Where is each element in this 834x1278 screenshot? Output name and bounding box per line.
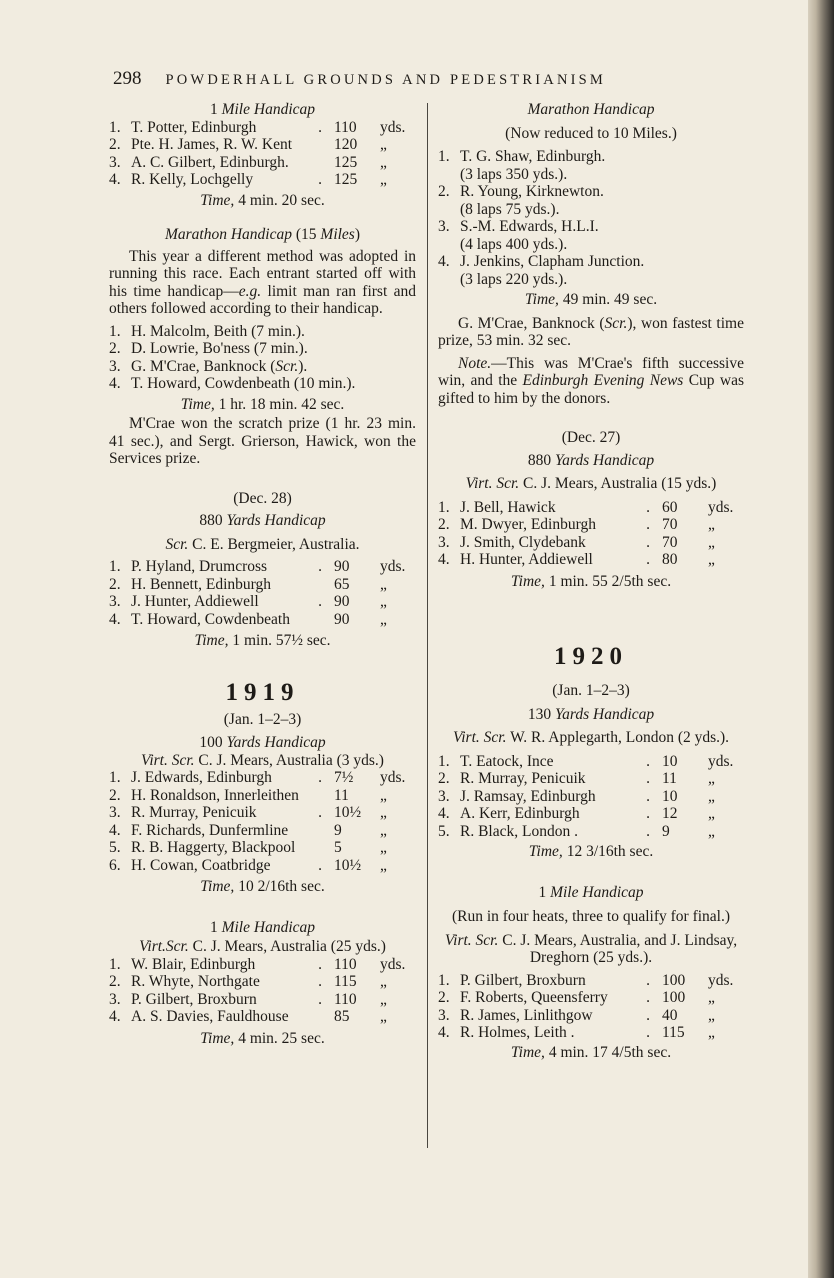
result-row: [109, 375, 416, 393]
time-line: Time, 1 hr. 18 min. 42 sec.: [180, 395, 345, 413]
competitor-name-text: G. M'Crae, Banknock (: [131, 357, 276, 375]
handicap-value: 80: [662, 551, 678, 568]
event-heading: Marathon Handicap: [527, 101, 655, 118]
time-line: Time, 4 min. 20 sec.: [200, 191, 325, 209]
result-row: [109, 973, 416, 991]
place-number: 2.: [438, 989, 450, 1006]
handicap-unit: yds.: [380, 955, 406, 973]
competitor-name: W. Blair, Edinburgh: [131, 955, 256, 973]
place-number: 3.: [109, 153, 121, 171]
event-heading: 1 Mile Handicap: [209, 918, 316, 936]
competitor-name: R. Murray, Penicuik: [131, 804, 257, 821]
place-number: 3.: [109, 804, 121, 821]
time-line: Time, 1 min. 57½ sec.: [194, 632, 331, 649]
result-row: [109, 839, 416, 857]
handicap-value: 125: [334, 153, 358, 171]
leader-dot: [306, 839, 334, 857]
scratch-mark: Scr.: [275, 357, 299, 375]
handicap-value: 90: [334, 558, 350, 575]
result-row: [109, 576, 416, 594]
leader-dot: .: [318, 171, 322, 188]
time-line: Time, 4 min. 17 4/5th sec.: [510, 1043, 672, 1061]
place-number: 1.: [438, 498, 450, 516]
laps-line: (8 laps 75 yds.).: [460, 200, 560, 218]
laps-line: (3 laps 350 yds.).: [460, 165, 568, 183]
handicap-value: 11: [662, 770, 677, 787]
place-number: 2.: [109, 575, 121, 593]
place-number: 4.: [438, 551, 450, 568]
result-row: [109, 991, 416, 1009]
leader-dot: [306, 154, 334, 172]
handicap-value: 115: [334, 973, 357, 990]
handicap-value: 100: [662, 989, 686, 1006]
results-list: [438, 972, 744, 1042]
place-number: 1.: [109, 955, 121, 973]
place-number: 2.: [109, 136, 121, 153]
competitor-name: F. Roberts, Queensferry: [460, 989, 608, 1006]
scratch-line: Virt. Scr. C. J. Mears, Australia (3 yds.): [141, 751, 384, 769]
result-row: [109, 822, 416, 840]
result-row: [438, 788, 744, 806]
competitor-name: A. Kerr, Edinburgh: [460, 805, 580, 822]
paragraph: G. M'Crae, Banknock (Scr.), won fastest time prize, 53 min. 32 sec.: [438, 314, 744, 349]
competitor-name: T. Potter, Edinburgh: [131, 118, 257, 136]
handicap-value: 90: [334, 593, 350, 610]
handicap-value: 115: [662, 1024, 685, 1041]
result-row: [438, 753, 744, 771]
handicap-unit: „: [708, 822, 715, 840]
results-list: [438, 499, 744, 569]
leader-dot: .: [646, 533, 650, 551]
leader-dot: .: [318, 118, 322, 136]
competitor-name: M. Dwyer, Edinburgh: [460, 516, 596, 533]
handicap-value: 65: [334, 575, 350, 593]
laps-line: (3 laps 220 yds.).: [460, 270, 568, 288]
leader-dot: .: [646, 822, 650, 840]
handicap-unit: yds.: [708, 971, 734, 989]
place-number: 4.: [109, 610, 121, 628]
handicap-unit: „: [380, 821, 387, 839]
handicap-value: 100: [662, 971, 686, 989]
leader-dot: .: [318, 769, 322, 786]
scratch-line: Virt.Scr. C. J. Mears, Australia (25 yds.): [139, 938, 386, 955]
result-row: [109, 956, 416, 974]
competitor-name: F. Richards, Dunfermline: [131, 821, 289, 839]
leader-dot: .: [646, 770, 650, 787]
handicap-unit: „: [708, 533, 715, 551]
result-row: [109, 857, 416, 875]
results-list: [109, 956, 416, 1026]
scratch-line: Virt. Scr. W. R. Applegarth, London (2 yds.).: [452, 729, 730, 746]
place-number: 2.: [438, 770, 450, 787]
handicap-value: 110: [334, 990, 357, 1008]
results-list: [109, 558, 416, 628]
handicap-unit: „: [380, 973, 387, 990]
place-number: 3.: [438, 533, 450, 551]
result-row: [438, 989, 744, 1007]
leader-dot: .: [318, 804, 322, 821]
result-row: [438, 972, 744, 990]
result-row: [109, 171, 416, 189]
scratch-line: Virt. Scr. C. J. Mears, Australia (15 yds.): [465, 475, 717, 492]
handicap-value: 10½: [334, 804, 362, 821]
result-row: [438, 551, 744, 569]
leader-dot: .: [646, 752, 650, 770]
leader-dot: .: [318, 593, 322, 610]
result-row: [438, 1024, 744, 1042]
place-number: 3.: [438, 787, 450, 805]
handicap-unit: „: [380, 990, 387, 1008]
result-row: [109, 558, 416, 576]
event-subheading: (Now reduced to 10 Miles.): [505, 124, 677, 142]
leader-dot: [306, 576, 334, 594]
competitor-name: [131, 358, 416, 376]
leader-dot: [306, 136, 334, 154]
handicap-unit: „: [380, 610, 387, 628]
running-header: [113, 68, 713, 94]
event-heading: 1 Mile Handicap: [209, 101, 316, 118]
competitor-name: R. Kelly, Lochgelly: [131, 171, 254, 188]
result-row: [109, 769, 416, 787]
scratch-line: Scr. C. E. Bergmeier, Australia.: [165, 535, 360, 553]
place-number: 4.: [438, 805, 450, 822]
year-heading: 1919: [225, 678, 300, 706]
leader-dot: .: [318, 856, 322, 874]
event-date: (Dec. 28): [233, 489, 292, 507]
time-line: Time, 12 3/16th sec.: [528, 843, 654, 860]
handicap-unit: yds.: [380, 118, 406, 136]
handicap-unit: „: [380, 136, 387, 153]
competitor-name: R. Young, Kirknewton.: [460, 183, 604, 200]
result-row: [109, 611, 416, 629]
place-number: 2.: [109, 340, 121, 357]
handicap-value: 11: [334, 786, 349, 804]
place-number: 4.: [109, 375, 121, 392]
place-number: 1.: [438, 971, 450, 989]
handicap-value: 9: [662, 822, 670, 840]
handicap-value: 125: [334, 171, 358, 188]
competitor-name: H. Ronaldson, Innerleithen: [131, 786, 299, 804]
place-number: 1.: [109, 118, 121, 136]
place-number: 5.: [109, 839, 121, 856]
handicap-unit: yds.: [380, 558, 406, 575]
event-heading: Marathon Handicap (15 Miles): [164, 226, 361, 243]
place-number: 1.: [438, 148, 450, 165]
time-line: Time, 4 min. 25 sec.: [200, 1029, 325, 1047]
handicap-value: 60: [662, 498, 678, 516]
leader-dot: .: [646, 1024, 650, 1041]
handicap-unit: „: [708, 1006, 715, 1024]
handicap-unit: „: [708, 1024, 715, 1041]
handicap-unit: yds.: [380, 769, 406, 786]
handicap-value: 85: [334, 1008, 350, 1025]
leader-dot: .: [318, 990, 322, 1008]
competitor-name-close: ).: [298, 357, 308, 375]
place-number: 2.: [109, 973, 121, 990]
leader-dot: .: [318, 973, 322, 990]
handicap-value: 90: [334, 610, 350, 628]
paragraph: Note.—This was M'Crae's fifth successive win, and the Edinburgh Evening News Cup was gifted to him by the donors.: [438, 354, 744, 407]
result-row: [109, 1008, 416, 1026]
place-number: 1.: [109, 322, 121, 340]
time-line: Time, 1 min. 55 2/5th sec.: [510, 572, 672, 590]
handicap-unit: „: [380, 575, 387, 593]
handicap-unit: yds.: [708, 752, 734, 770]
handicap-value: 10: [662, 752, 678, 770]
place-number: 4.: [438, 253, 450, 270]
leader-dot: .: [646, 805, 650, 822]
handicap-unit: „: [380, 786, 387, 804]
leader-dot: .: [646, 498, 650, 516]
place-number: 4.: [109, 821, 121, 839]
handicap-value: 10½: [334, 856, 362, 874]
scratch-line: Virt. Scr. C. J. Mears, Australia, and J. Lindsay, Dreghorn (25 yds.).: [444, 931, 738, 966]
column-divider: [427, 103, 428, 1148]
competitor-name: J. Bell, Hawick: [460, 498, 556, 516]
competitor-name: R. Holmes, Leith .: [460, 1024, 575, 1041]
place-number: 5.: [438, 822, 450, 840]
handicap-unit: „: [380, 171, 387, 188]
competitor-name: R. B. Haggerty, Blackpool: [131, 839, 296, 856]
results-list: [438, 753, 744, 841]
competitor-name: A. C. Gilbert, Edinburgh.: [131, 153, 289, 171]
event-heading: 100 Yards Handicap: [199, 734, 326, 751]
result-row: [438, 253, 744, 271]
page-number: 298: [113, 68, 142, 89]
competitor-name: R. Murray, Penicuik: [460, 770, 586, 787]
competitor-name: D. Lowrie, Bo'ness (7 min.).: [131, 340, 308, 357]
leader-dot: [306, 787, 334, 805]
competitor-name: H. Hunter, Addiewell: [460, 551, 593, 568]
result-row: [109, 358, 416, 376]
result-row: [109, 323, 416, 341]
results-list: [109, 769, 416, 874]
place-number: 1.: [438, 752, 450, 770]
handicap-value: 110: [334, 118, 357, 136]
leader-dot: .: [646, 516, 650, 533]
competitor-name: Pte. H. James, R. W. Kent: [131, 136, 293, 153]
handicap-unit: „: [708, 989, 715, 1006]
place-number: 6.: [109, 856, 121, 874]
result-row: [438, 499, 744, 517]
event-date: (Jan. 1–2–3): [223, 710, 302, 728]
leader-dot: .: [646, 551, 650, 568]
competitor-name: P. Hyland, Drumcross: [131, 558, 268, 575]
result-row: [438, 823, 744, 841]
handicap-value: 120: [334, 136, 358, 153]
competitor-name: H. Cowan, Coatbridge: [131, 856, 271, 874]
competitor-name: R. Whyte, Northgate: [131, 973, 260, 990]
event-heading: 130 Yards Handicap: [527, 705, 655, 723]
handicap-unit: „: [380, 153, 387, 171]
competitor-name: J. Hunter, Addiewell: [131, 593, 259, 610]
result-row: [438, 148, 744, 166]
competitor-name: J. Edwards, Edinburgh: [131, 769, 272, 786]
competitor-name: J. Smith, Clydebank: [460, 533, 586, 551]
result-row: [109, 593, 416, 611]
handicap-value: 12: [662, 805, 678, 822]
handicap-unit: „: [380, 804, 387, 821]
result-row: [109, 119, 416, 137]
place-number: 2.: [438, 183, 450, 200]
leader-dot: .: [646, 1006, 650, 1024]
result-row: [438, 534, 744, 552]
result-row: [438, 1007, 744, 1025]
place-number: 1.: [109, 558, 121, 575]
result-row: [109, 804, 416, 822]
leader-dot: [306, 1008, 334, 1026]
paragraph: M'Crae won the scratch prize (1 hr. 23 min. 41 sec.), and Sergt. Grierson, Hawick, won the Services prize.: [109, 415, 416, 467]
result-row: [109, 136, 416, 154]
handicap-value: 70: [662, 516, 678, 533]
result-row: [438, 183, 744, 201]
place-number: 3.: [109, 990, 121, 1008]
time-line: Time, 10 2/16th sec.: [200, 878, 325, 895]
result-row: [438, 218, 744, 236]
competitor-name: T. Eatock, Ince: [460, 752, 554, 770]
laps-line: (4 laps 400 yds.).: [460, 235, 568, 253]
running-title: POWDERHALL GROUNDS AND PEDESTRIANISM: [165, 72, 607, 88]
place-number: 2.: [438, 516, 450, 533]
handicap-value: 9: [334, 821, 342, 839]
competitor-name: R. James, Linlithgow: [460, 1006, 593, 1024]
place-number: 3.: [109, 593, 121, 610]
place-number: 3.: [438, 1006, 450, 1024]
place-number: 2.: [109, 786, 121, 804]
time-line: Time, 49 min. 49 sec.: [524, 291, 658, 308]
leader-dot: .: [646, 971, 650, 989]
leader-dot: .: [646, 787, 650, 805]
leader-dot: [306, 822, 334, 840]
result-row: [438, 516, 744, 534]
left-column: [109, 101, 416, 1047]
leader-dot: [306, 611, 334, 629]
event-date: (Dec. 27): [561, 429, 621, 446]
place-number: 4.: [109, 171, 121, 188]
handicap-unit: „: [380, 856, 387, 874]
place-number: 1.: [109, 769, 121, 786]
result-row: [438, 805, 744, 823]
handicap-value: 7½: [334, 769, 354, 786]
result-row: [109, 787, 416, 805]
competitor-name: J. Ramsay, Edinburgh: [460, 787, 596, 805]
event-heading: 880 Yards Handicap: [199, 512, 326, 529]
competitor-name: P. Gilbert, Broxburn: [460, 971, 586, 989]
handicap-value: 40: [662, 1006, 678, 1024]
place-number: 4.: [438, 1024, 450, 1041]
place-number: 4.: [109, 1008, 121, 1025]
page-edge-shadow: [808, 0, 834, 1278]
year-heading: 1920: [554, 643, 628, 670]
competitor-name: R. Black, London .: [460, 822, 578, 840]
handicap-unit: „: [380, 593, 387, 610]
result-row: [438, 770, 744, 788]
handicap-unit: „: [708, 787, 715, 805]
result-row: [109, 154, 416, 172]
event-date: (Jan. 1–2–3): [552, 682, 630, 699]
place-number: 3.: [109, 357, 121, 375]
place-number: 3.: [438, 218, 450, 235]
event-subheading: (Run in four heats, three to qualify for final.): [451, 908, 731, 925]
handicap-unit: yds.: [708, 498, 734, 516]
handicap-unit: „: [708, 551, 715, 568]
handicap-unit: „: [380, 1008, 387, 1025]
competitor-name: T. Howard, Cowdenbeath: [131, 610, 290, 628]
competitor-name: P. Gilbert, Broxburn: [131, 990, 257, 1008]
handicap-value: 10: [662, 787, 678, 805]
handicap-unit: „: [708, 805, 715, 822]
handicap-value: 5: [334, 839, 342, 856]
results-list: [109, 119, 416, 189]
competitor-name: T. Howard, Cowdenbeath (10 min.).: [131, 375, 356, 392]
event-heading: 880 Yards Handicap: [527, 451, 655, 469]
results-list: [109, 323, 416, 393]
right-column: [438, 101, 744, 1061]
competitor-name: S.-M. Edwards, H.L.I.: [460, 218, 599, 235]
leader-dot: .: [646, 989, 650, 1006]
handicap-unit: „: [380, 839, 387, 856]
handicap-unit: „: [708, 770, 715, 787]
leader-dot: .: [318, 955, 322, 973]
handicap-value: 110: [334, 955, 357, 973]
competitor-name: J. Jenkins, Clapham Junction.: [460, 253, 645, 270]
result-row: [109, 340, 416, 358]
paragraph: This year a different method was adopted in running this race. Each entrant started off with his time handicap—e.g. limit man ran first and others followed according to their handicap.: [109, 247, 416, 317]
competitor-name: T. G. Shaw, Edinburgh.: [460, 148, 606, 165]
event-heading: 1 Mile Handicap: [538, 883, 644, 901]
leader-dot: .: [318, 558, 322, 575]
competitor-name: H. Bennett, Edinburgh: [131, 575, 272, 593]
competitor-name: H. Malcolm, Beith (7 min.).: [131, 322, 305, 340]
handicap-value: 70: [662, 533, 678, 551]
competitor-name: A. S. Davies, Fauldhouse: [131, 1008, 289, 1025]
results-list: [438, 148, 744, 288]
handicap-unit: „: [708, 516, 715, 533]
